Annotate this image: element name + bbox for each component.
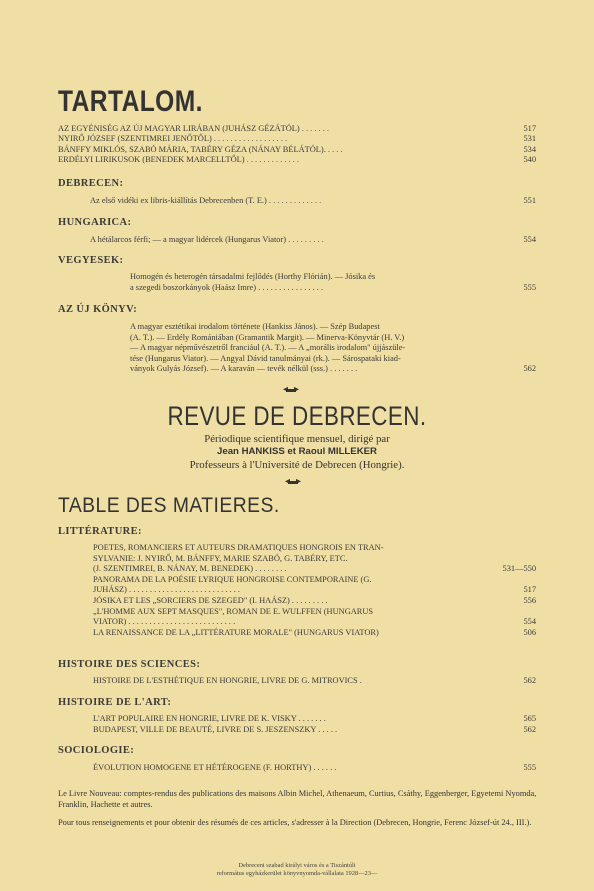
page-number: 531—550 [502,564,536,574]
page-number: 517 [523,585,536,595]
page-number: 506 [523,627,536,637]
page-number: 517 [523,124,536,133]
section-heading-sociologie: SOCIOLOGIE: [58,745,135,756]
toc-entry: AZ EGYÉNISÉG AZ ÚJ MAGYAR LIRÁBAN (JUHÁSZ GÉZÁTÓL) . . . . . . . 517 [58,124,536,133]
page-number: 551 [523,196,536,205]
page-number: 565 [523,714,536,723]
imprint-line: Debreceni szabad királyi város és a Tiszántúli [238,862,356,869]
toc-entry-block: Homogén és heterogén társadalmi fejlődés (Horthy Flórián). — Jósika és a szegedi boszorkányok (Haász Imre) . . . . . . . . . . . . . . . . 555 [130,272,536,292]
table-entry-block: L'ART POPULAIRE EN HONGRIE, LIVRE DE K. VISKY . . . . . . . BUDAPEST, VILLE DE BEAUTÉ, LIVRE DE S. JESZENSZKY . . . . . 565 562 [93,714,536,734]
note-direction: Pour tous renseignements et pour obtenir des résumés de ces articles, s'adresser à la Direction (Debrecen, Hongrie, Ferenc József-út 24., III.). [58,818,532,827]
section-heading-art: HISTOIRE DE L'ART: [58,697,172,708]
page-number: 562 [523,676,536,685]
revue-editors: Jean HANKISS et Raoul MILLEKER [217,446,377,457]
ornament-divider: ◂▬▸ [285,476,300,487]
section-heading-hungarica: HUNGARICA: [58,217,132,228]
page-number: 555 [523,763,536,772]
revue-subtitle: Périodique scientifique mensuel, dirigé par [204,433,390,445]
table-title: TABLE DES MATIERES. [58,494,280,517]
page-number: 556 [523,596,536,605]
page-number: 531 [523,134,536,143]
revue-professors: Professeurs à l'Université de Debrecen (Hongrie). [189,459,405,471]
page-number: 554 [523,235,536,244]
toc-entry: ERDÉLYI LIRIKUSOK (BENEDEK MARCELLTŐL) . . . . . . . . . . . . . 540 [58,155,536,164]
table-entry-block: POETES, ROMANCIERS ET AUTEURS DRAMATIQUES HONGROIS EN TRAN- SYLVANIE: J. NYIRŐ, M. BÁNFFY, MARIE SZABÓ, G. TABÉRY, ETC. (J. SZENTIMREI, B. NÁNAY, M. BENEDEK) . . . . . . . . PANORAMA DE LA POÉSIE LYRIQUE HONGROISE CONTEMPORAINE (G. JUHÁSZ) . . . . . . . . . . . . . . . . . . . . . . . . . . . JÓSIKA ET LES „SORCIERS DE SZEGED" (I. HAÁSZ) . . . . . . . . . „L'HOMME AUX SEPT MASQUES", ROMAN DE E. WULFFEN (HUNGARUS VIATOR) . . . . . . . . . . . . . . . . . . . . . . . . . . LA RENAISSANCE DE LA „LITTÉRATURE MORALE" (HUNGARUS VIATOR) 531—550 517 556 554 506 [93,543,536,637]
revue-title: REVUE DE DEBRECEN. [167,401,427,431]
section-heading-vegyesek: VEGYESEK: [58,255,124,266]
toc-entry-block: A magyar esztétikai irodalom története (Hankiss János). — Szép Budapest (A. T.). — Erdély Romániában (Gramantik Margit). — Minerva-Könyvtár (H. V.) — A magyar népművészetről franciául (A. T.). — A „morális irodalom" újjászüle- tése (Hungarus Viator). — Angyal Dávid tanulmányai (rk.). — Sárospataki kiad- ványok Gulyás József). — A karaván — tevék nélkül (sss.) . . . . . . . 562 [130,322,536,374]
imprint-line: református egyházkerület könyvnyomda-vállalata 1928—23— [216,870,378,877]
note-livre-nouveau: Le Livre Nouveau: comptes-rendus des publications des maisons Albin Michel, Athenaeum, Curtius, Csáthy, Eggenberger, Egyetemi Nyomda, Franklin, Hachette et autres. [58,789,537,809]
page-number: 555 [523,282,536,292]
table-entry-block: ÉVOLUTION HOMOGENE ET HÉTÉROGENE (F. HORTHY) . . . . . . 555 [93,763,536,772]
page-number: 562 [523,724,536,734]
toc-entry: Az első vidéki ex libris-kiállítás Debrecenben (T. E.) . . . . . . . . . . . . . 551 [90,196,536,205]
section-heading-az-uj-konyv: AZ ÚJ KÖNYV: [58,304,138,315]
toc-entry: A hétálarcos férfi; — a magyar lidércek (Hungarus Viator) . . . . . . . . . 554 [90,235,536,244]
table-entry-block: HISTOIRE DE L'ESTHÉTIQUE EN HONGRIE, LIVRE DE G. MITROVICS . 562 [93,676,536,685]
section-heading-litterature: LITTÉRATURE: [58,526,142,537]
page-number: 562 [523,364,536,374]
page-number: 534 [523,145,536,154]
section-heading-sciences: HISTOIRE DES SCIENCES: [58,659,201,670]
page-number: 540 [523,155,536,164]
toc-entry: BÁNFFY MIKLÓS, SZABÓ MÁRIA, TABÉRY GÉZA (NÁNAY BÉLÁTÓL). . . . . 534 [58,145,536,154]
ornament-divider: ◂▬▸ [283,384,298,395]
toc-title: TARTALOM. [58,85,203,118]
toc-entry: NYIRŐ JÓZSEF (SZENTIMREI JENŐTŐL) . . . . . . . . . . . . . . . . . . 531 [58,134,536,143]
section-heading-debrecen: DEBRECEN: [58,178,124,189]
page-number: 554 [523,617,536,627]
